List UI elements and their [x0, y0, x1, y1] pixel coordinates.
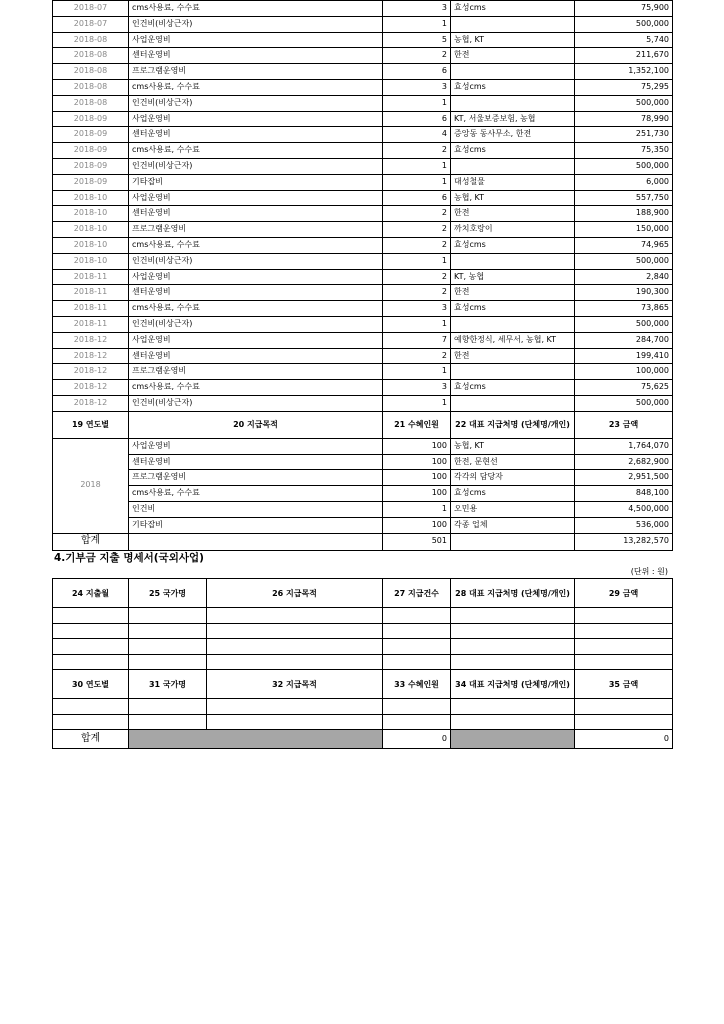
total-purpose-blank	[129, 533, 383, 550]
monthly-row	[53, 301, 673, 317]
payee-cell: 한전	[451, 206, 575, 222]
monthly-row	[53, 395, 673, 411]
amount-cell: 75,900	[575, 1, 673, 17]
amount-cell: 536,000	[575, 517, 673, 533]
amount-cell: 190,300	[575, 285, 673, 301]
monthly-row	[53, 111, 673, 127]
annual-row	[53, 438, 673, 454]
monthly-row	[53, 1, 673, 17]
payee-cell: 효성cms	[451, 380, 575, 396]
count-cell: 2	[383, 206, 451, 222]
annual-section	[53, 411, 673, 438]
blank-row	[53, 654, 673, 670]
payee-cell	[451, 16, 575, 32]
count-cell: 1	[383, 316, 451, 332]
payee-cell: 효성cms	[451, 79, 575, 95]
payee-cell: 오민용	[451, 501, 575, 517]
amount-cell: 75,625	[575, 380, 673, 396]
amount-cell: 2,840	[575, 269, 673, 285]
amount-cell: 557,750	[575, 190, 673, 206]
month-cell: 2018-10	[53, 190, 129, 206]
purpose-cell: 센터운영비	[129, 206, 383, 222]
total-count: 0	[383, 730, 451, 749]
annual-row	[53, 517, 673, 533]
payee-cell: 각종 업체	[451, 517, 575, 533]
recipients-cell: 100	[383, 470, 451, 486]
total-payee-blank	[451, 533, 575, 550]
count-cell: 2	[383, 143, 451, 159]
header-payee: 28 대표 지급처명 (단체명/개인)	[451, 579, 575, 608]
amount-cell: 500,000	[575, 316, 673, 332]
annual-rows	[53, 438, 673, 533]
header-purpose: 32 지급목적	[207, 670, 383, 699]
total-payee-shaded	[451, 730, 575, 749]
section4-title: 4.기부금 지출 명세서(국외사업)	[54, 552, 204, 564]
amount-cell: 6,000	[575, 174, 673, 190]
payee-cell: 한전, 문현선	[451, 454, 575, 470]
purpose-cell: cms사용료, 수수료	[129, 301, 383, 317]
amount-cell: 4,500,000	[575, 501, 673, 517]
purpose-cell: 사업운영비	[129, 438, 383, 454]
purpose-cell: 인건비(비상근자)	[129, 316, 383, 332]
payee-cell: 농협, KT	[451, 190, 575, 206]
annual-row	[53, 486, 673, 502]
overseas-header-row-1	[53, 579, 673, 608]
overseas-header-row-2	[53, 670, 673, 699]
monthly-row	[53, 127, 673, 143]
blank-row	[53, 608, 673, 624]
count-cell: 2	[383, 269, 451, 285]
count-cell: 3	[383, 301, 451, 317]
amount-cell: 1,352,100	[575, 64, 673, 80]
amount-cell: 500,000	[575, 253, 673, 269]
payee-cell: 효성cms	[451, 237, 575, 253]
monthly-row	[53, 380, 673, 396]
annual-total-section	[53, 533, 673, 550]
month-cell: 2018-11	[53, 301, 129, 317]
header-purpose: 26 지급목적	[207, 579, 383, 608]
monthly-row	[53, 222, 673, 238]
count-cell: 2	[383, 222, 451, 238]
amount-cell: 1,764,070	[575, 438, 673, 454]
amount-cell: 848,100	[575, 486, 673, 502]
payee-cell: 효성cms	[451, 143, 575, 159]
blank-row	[53, 639, 673, 655]
month-cell: 2018-08	[53, 32, 129, 48]
overseas-total-row	[53, 730, 673, 749]
monthly-row	[53, 48, 673, 64]
header-recipients: 33 수혜인원	[383, 670, 451, 699]
purpose-cell: cms사용료, 수수료	[129, 380, 383, 396]
purpose-cell: 인건비	[129, 501, 383, 517]
monthly-row	[53, 316, 673, 332]
amount-cell: 188,900	[575, 206, 673, 222]
month-cell: 2018-12	[53, 348, 129, 364]
monthly-row	[53, 253, 673, 269]
monthly-row	[53, 95, 673, 111]
purpose-cell: 사업운영비	[129, 111, 383, 127]
monthly-row	[53, 237, 673, 253]
count-cell: 1	[383, 158, 451, 174]
count-cell: 5	[383, 32, 451, 48]
month-cell: 2018-10	[53, 237, 129, 253]
purpose-cell: 인건비(비상근자)	[129, 16, 383, 32]
purpose-cell: 기타잡비	[129, 174, 383, 190]
purpose-cell: 센터운영비	[129, 127, 383, 143]
total-amount: 0	[575, 730, 673, 749]
monthly-row	[53, 206, 673, 222]
purpose-cell: 프로그램운영비	[129, 470, 383, 486]
purpose-cell: 센터운영비	[129, 48, 383, 64]
monthly-row	[53, 174, 673, 190]
monthly-row	[53, 348, 673, 364]
header-payee: 22 대표 지급처명 (단체명/개인)	[451, 411, 575, 438]
purpose-cell: 센터운영비	[129, 454, 383, 470]
month-cell: 2018-11	[53, 285, 129, 301]
amount-cell: 5,740	[575, 32, 673, 48]
purpose-cell: 센터운영비	[129, 285, 383, 301]
amount-cell: 500,000	[575, 95, 673, 111]
month-cell: 2018-09	[53, 143, 129, 159]
count-cell: 1	[383, 395, 451, 411]
count-cell: 6	[383, 111, 451, 127]
payee-cell	[451, 316, 575, 332]
overseas-expense-table	[52, 578, 673, 749]
count-cell: 2	[383, 348, 451, 364]
amount-cell: 150,000	[575, 222, 673, 238]
monthly-row	[53, 32, 673, 48]
payee-cell: 까치호랑이	[451, 222, 575, 238]
unit-label: (단위 : 원)	[630, 567, 668, 576]
purpose-cell: 사업운영비	[129, 190, 383, 206]
month-cell: 2018-11	[53, 316, 129, 332]
payee-cell	[451, 253, 575, 269]
month-cell: 2018-12	[53, 380, 129, 396]
count-cell: 2	[383, 48, 451, 64]
amount-cell: 100,000	[575, 364, 673, 380]
header-count: 27 지급건수	[383, 579, 451, 608]
payee-cell: 각각의 담당자	[451, 470, 575, 486]
amount-cell: 75,295	[575, 79, 673, 95]
monthly-row	[53, 158, 673, 174]
annual-header-row	[53, 411, 673, 438]
amount-cell: 500,000	[575, 158, 673, 174]
domestic-expense-table	[52, 0, 673, 551]
annual-year-cell: 2018	[53, 438, 129, 533]
purpose-cell: 사업운영비	[129, 32, 383, 48]
payee-cell: 예향한정식, 세무서, 농협, KT	[451, 332, 575, 348]
total-amount: 13,282,570	[575, 533, 673, 550]
amount-cell: 500,000	[575, 16, 673, 32]
purpose-cell: 프로그램운영비	[129, 222, 383, 238]
purpose-cell: cms사용료, 수수료	[129, 237, 383, 253]
payee-cell: 한전	[451, 48, 575, 64]
purpose-cell: cms사용료, 수수료	[129, 486, 383, 502]
header-amount: 23 금액	[575, 411, 673, 438]
amount-cell: 2,682,900	[575, 454, 673, 470]
header-amount: 29 금액	[575, 579, 673, 608]
month-cell: 2018-12	[53, 332, 129, 348]
annual-row	[53, 501, 673, 517]
recipients-cell: 100	[383, 438, 451, 454]
count-cell: 1	[383, 253, 451, 269]
payee-cell: 효성cms	[451, 1, 575, 17]
blank-row	[53, 699, 673, 715]
monthly-row	[53, 285, 673, 301]
payee-cell	[451, 64, 575, 80]
payee-cell: 한전	[451, 285, 575, 301]
count-cell: 1	[383, 95, 451, 111]
count-cell: 2	[383, 237, 451, 253]
total-shaded-cell	[129, 730, 383, 749]
purpose-cell: 사업운영비	[129, 332, 383, 348]
count-cell: 3	[383, 1, 451, 17]
month-cell: 2018-10	[53, 253, 129, 269]
payee-cell: 농협, KT	[451, 32, 575, 48]
payee-cell	[451, 158, 575, 174]
purpose-cell: cms사용료, 수수료	[129, 143, 383, 159]
amount-cell: 199,410	[575, 348, 673, 364]
payee-cell: KT, 서울보증보험, 농협	[451, 111, 575, 127]
header-purpose: 20 지급목적	[129, 411, 383, 438]
monthly-row	[53, 332, 673, 348]
amount-cell: 284,700	[575, 332, 673, 348]
count-cell: 6	[383, 64, 451, 80]
purpose-cell: 인건비(비상근자)	[129, 253, 383, 269]
monthly-rows	[53, 1, 673, 412]
header-country: 25 국가명	[129, 579, 207, 608]
count-cell: 6	[383, 190, 451, 206]
month-cell: 2018-08	[53, 64, 129, 80]
purpose-cell: 프로그램운영비	[129, 364, 383, 380]
monthly-row	[53, 269, 673, 285]
payee-cell	[451, 95, 575, 111]
amount-cell: 74,965	[575, 237, 673, 253]
count-cell: 3	[383, 380, 451, 396]
blank-row	[53, 623, 673, 639]
monthly-row	[53, 64, 673, 80]
total-label: 합계	[53, 533, 129, 550]
count-cell: 1	[383, 174, 451, 190]
header-year: 30 연도별	[53, 670, 129, 699]
annual-row	[53, 470, 673, 486]
annual-row	[53, 454, 673, 470]
count-cell: 2	[383, 285, 451, 301]
recipients-cell: 100	[383, 486, 451, 502]
month-cell: 2018-07	[53, 16, 129, 32]
purpose-cell: 인건비(비상근자)	[129, 158, 383, 174]
month-cell: 2018-12	[53, 395, 129, 411]
blank-row	[53, 714, 673, 730]
purpose-cell: 사업운영비	[129, 269, 383, 285]
count-cell: 1	[383, 364, 451, 380]
month-cell: 2018-08	[53, 95, 129, 111]
amount-cell: 75,350	[575, 143, 673, 159]
payee-cell	[451, 395, 575, 411]
month-cell: 2018-11	[53, 269, 129, 285]
month-cell: 2018-10	[53, 206, 129, 222]
purpose-cell: 인건비(비상근자)	[129, 95, 383, 111]
header-recipients: 21 수혜인원	[383, 411, 451, 438]
purpose-cell: 프로그램운영비	[129, 64, 383, 80]
payee-cell: 증앙동 동사무소, 한전	[451, 127, 575, 143]
header-country: 31 국가명	[129, 670, 207, 699]
amount-cell: 78,990	[575, 111, 673, 127]
recipients-cell: 1	[383, 501, 451, 517]
month-cell: 2018-12	[53, 364, 129, 380]
month-cell: 2018-10	[53, 222, 129, 238]
month-cell: 2018-09	[53, 111, 129, 127]
payee-cell: KT, 농협	[451, 269, 575, 285]
purpose-cell: 인건비(비상근자)	[129, 395, 383, 411]
header-year: 19 연도별	[53, 411, 129, 438]
monthly-row	[53, 190, 673, 206]
count-cell: 3	[383, 79, 451, 95]
total-label: 합계	[53, 730, 129, 749]
annual-total-row	[53, 533, 673, 550]
monthly-row	[53, 143, 673, 159]
count-cell: 7	[383, 332, 451, 348]
amount-cell: 2,951,500	[575, 470, 673, 486]
header-month: 24 지출월	[53, 579, 129, 608]
monthly-row	[53, 79, 673, 95]
month-cell: 2018-08	[53, 48, 129, 64]
payee-cell: 한전	[451, 348, 575, 364]
purpose-cell: cms사용료, 수수료	[129, 79, 383, 95]
count-cell: 4	[383, 127, 451, 143]
header-payee: 34 대표 지급처명 (단체명/개인)	[451, 670, 575, 699]
payee-cell: 효성cms	[451, 301, 575, 317]
payee-cell: 대성철물	[451, 174, 575, 190]
amount-cell: 73,865	[575, 301, 673, 317]
month-cell: 2018-09	[53, 158, 129, 174]
amount-cell: 251,730	[575, 127, 673, 143]
month-cell: 2018-09	[53, 174, 129, 190]
amount-cell: 500,000	[575, 395, 673, 411]
recipients-cell: 100	[383, 454, 451, 470]
monthly-row	[53, 16, 673, 32]
count-cell: 1	[383, 16, 451, 32]
purpose-cell: 센터운영비	[129, 348, 383, 364]
month-cell: 2018-08	[53, 79, 129, 95]
purpose-cell: 기타잡비	[129, 517, 383, 533]
payee-cell	[451, 364, 575, 380]
payee-cell: 농협, KT	[451, 438, 575, 454]
recipients-cell: 100	[383, 517, 451, 533]
month-cell: 2018-07	[53, 1, 129, 17]
amount-cell: 211,670	[575, 48, 673, 64]
month-cell: 2018-09	[53, 127, 129, 143]
payee-cell: 효성cms	[451, 486, 575, 502]
total-recipients: 501	[383, 533, 451, 550]
monthly-row	[53, 364, 673, 380]
header-amount: 35 금액	[575, 670, 673, 699]
purpose-cell: cms사용료, 수수료	[129, 1, 383, 17]
